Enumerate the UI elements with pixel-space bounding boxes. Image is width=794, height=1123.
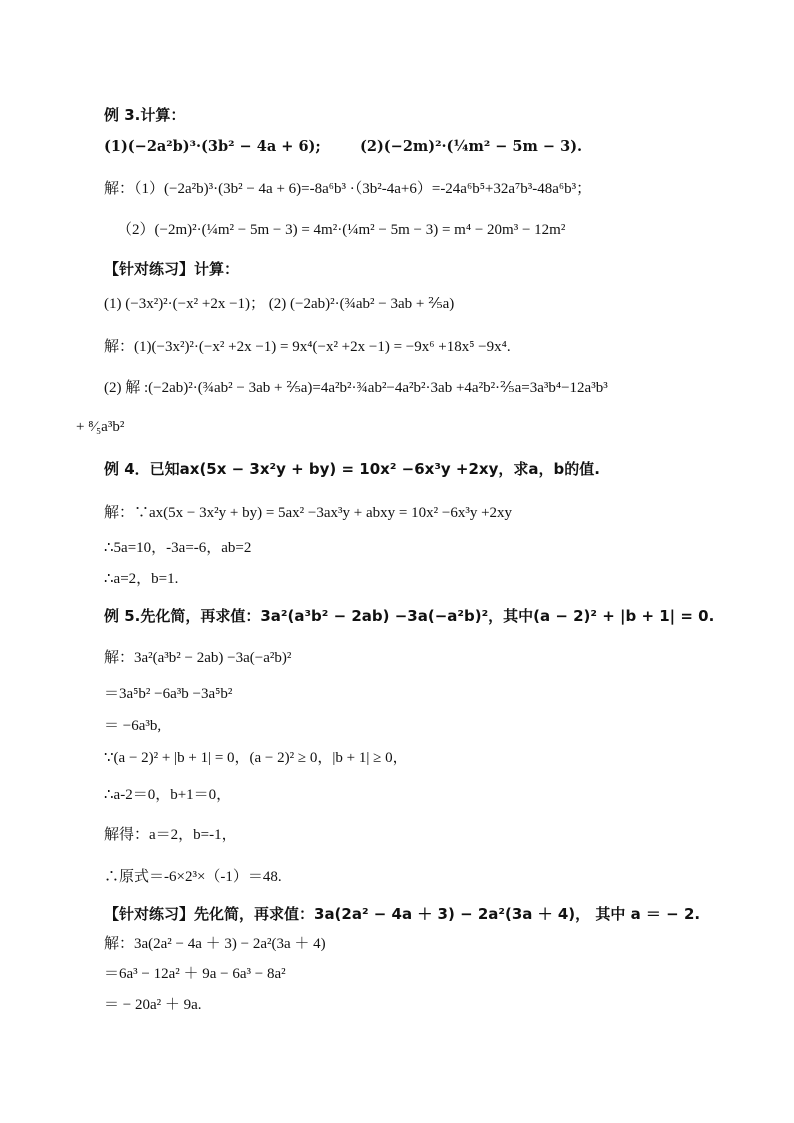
- example-5-title: 例 5.先化简，再求值：3a²(a³b² − 2ab) −3a(−a²b)²，其中(a − 2)² + |b + 1| = 0.: [104, 607, 715, 625]
- practice-1-solution-2: (2) 解 :(−2ab)²·(¾ab² − 3ab + ⅖a)=4a²b²·¾ab²−4a²b²·3ab +4a²b²·⅖a=3a³b⁴−12a³b³: [104, 380, 608, 396]
- example-3-title: 例 3.计算：: [104, 106, 186, 124]
- practice-2-title: 【针对练习】先化简，再求值：3a(2a² − 4a ＋ 3) − 2a²(3a ＋ 4)， 其中 a ＝ − 2.: [104, 905, 701, 923]
- practice-1-solution-1: 解：(1)(−3x²)²·(−x² +2x −1) = 9x⁴(−x² +2x −1) = −9x⁶ +18x⁵ −9x⁴.: [104, 339, 511, 355]
- practice-2-solution-1: 解：3a(2a² − 4a ＋ 3) − 2a²(3a ＋ 4): [104, 936, 326, 952]
- example-5-solution-3: ＝ −6a³b,: [104, 718, 162, 734]
- example-4-solution-1: 解：∵ax(5x − 3x²y + by) = 5ax² −3ax³y + abxy = 10x² −6x³y +2xy: [104, 505, 513, 521]
- example-5-solution-5: ∴a-2＝0，b+1＝0，: [104, 787, 232, 803]
- example-5-solution-6: 解得：a＝2，b=-1，: [104, 827, 237, 843]
- practice-2-solution-2: ＝6a³ − 12a² ＋ 9a − 6a³ − 8a²: [104, 966, 286, 982]
- example-5-solution-7: ∴原式＝-6×2³×（-1）＝48.: [104, 869, 282, 885]
- practice-1-solution-2-continued: + ⁸⁄₅a³b²: [76, 419, 125, 435]
- practice-2-solution-3: ＝ − 20a² ＋ 9a.: [104, 997, 202, 1013]
- example-3-solution-2: （2）(−2m)²·(¼m² − 5m − 3) = 4m²·(¼m² − 5m − 3) = m⁴ − 20m³ − 12m²: [117, 222, 566, 238]
- practice-1-title: 【针对练习】计算：: [104, 260, 240, 278]
- example-4-solution-2: ∴5a=10，-3a=-6，ab=2: [104, 540, 252, 556]
- practice-1-questions: (1) (−3x²)²·(−x² +2x −1)； (2) (−2ab)²·(¾ab² − 3ab + ⅖a): [104, 296, 455, 312]
- example-5-solution-1: 解：3a²(a³b² − 2ab) −3a(−a²b)²: [104, 650, 292, 666]
- example-3-question-2: (2)(−2m)²·(¼m² − 5m − 3).: [360, 138, 583, 155]
- example-4-solution-3: ∴a=2，b=1.: [104, 571, 179, 587]
- example-4-title: 例 4．已知ax(5x − 3x²y + by) = 10x² −6x³y +2xy，求a，b的值.: [104, 460, 600, 478]
- example-5-solution-4: ∵(a − 2)² + |b + 1| = 0，(a − 2)² ≥ 0，|b + 1| ≥ 0，: [104, 750, 408, 766]
- example-3-solution-1: 解：（1）(−2a²b)³·(3b² − 4a + 6)=-8a⁶b³ ·（3b²-4a+6）=-24a⁶b⁵+32a⁷b³-48a⁶b³；: [104, 181, 592, 197]
- example-5-solution-2: ＝3a⁵b² −6a³b −3a⁵b²: [104, 686, 233, 702]
- example-3-question-1: (1)(−2a²b)³·(3b² − 4a + 6);: [104, 138, 321, 155]
